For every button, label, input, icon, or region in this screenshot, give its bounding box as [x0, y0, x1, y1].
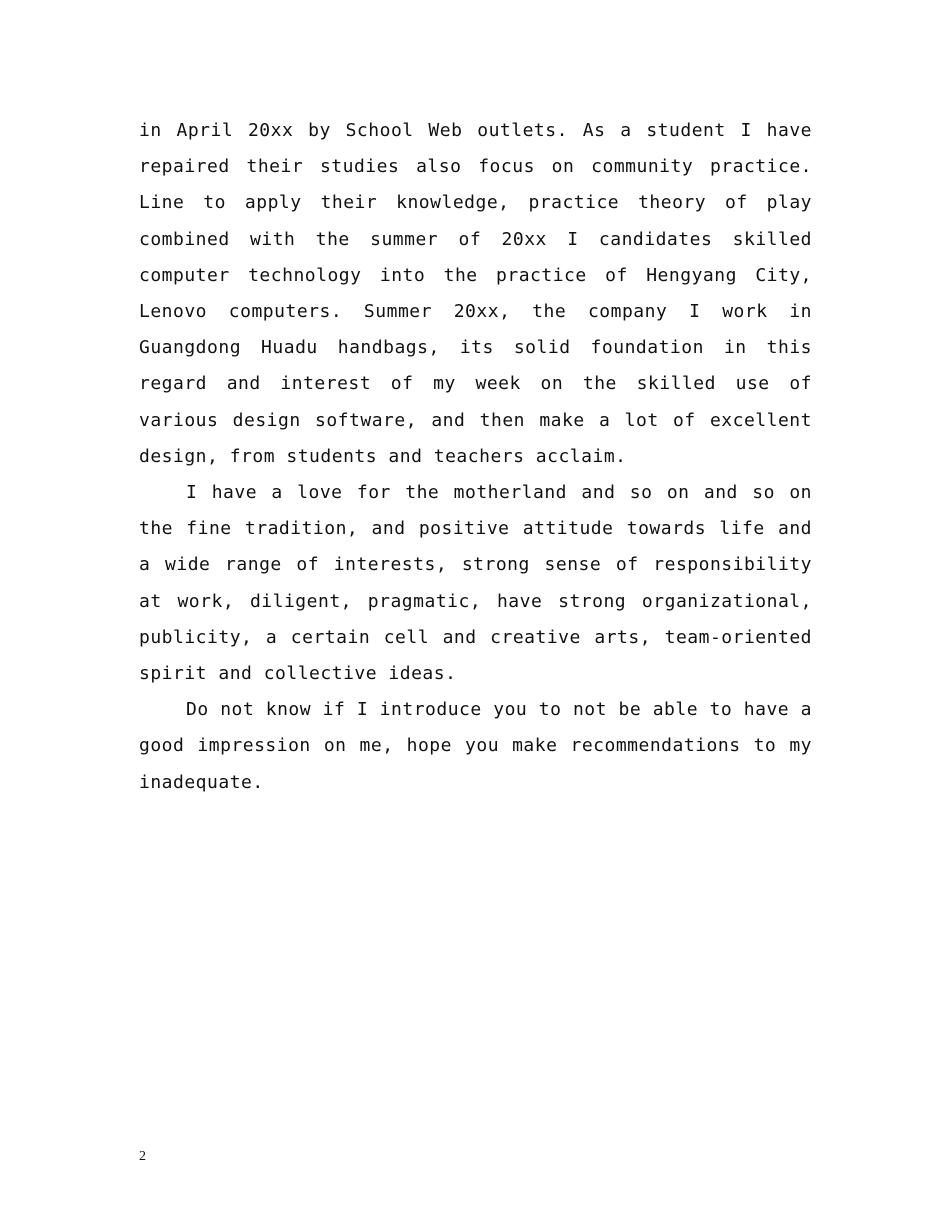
paragraph-personal-qualities: I have a love for the motherland and so on and so on the fine tradition, and positive attitude towards life and a wide range of interests, strong sense of responsibility at work, diligent, pragmatic, have strong organizational, publicity, a certain cell and creative arts, team-oriented spirit and collective ideas. — [139, 482, 812, 685]
page-number: 2 — [139, 1149, 146, 1164]
paragraph-closing: Do not know if I introduce you to not be able to have a good impression on me, hope you make recommendations to my inadequate. — [139, 699, 812, 793]
document-body — [139, 113, 812, 801]
paragraph-continuation: in April 20xx by School Web outlets. As a student I have repaired their studies also focus on community practice. Line to apply their knowledge, practice theory of play combined with the summer of 20xx I candidates skilled computer technology into the practice of Hengyang City, Lenovo computers. Summer 20xx, the company I work in Guangdong Huadu handbags, its solid foundation in this regard and interest of my week on the skilled use of various design software, and then make a lot of excellent design, from students and teachers acclaim. — [139, 120, 812, 467]
